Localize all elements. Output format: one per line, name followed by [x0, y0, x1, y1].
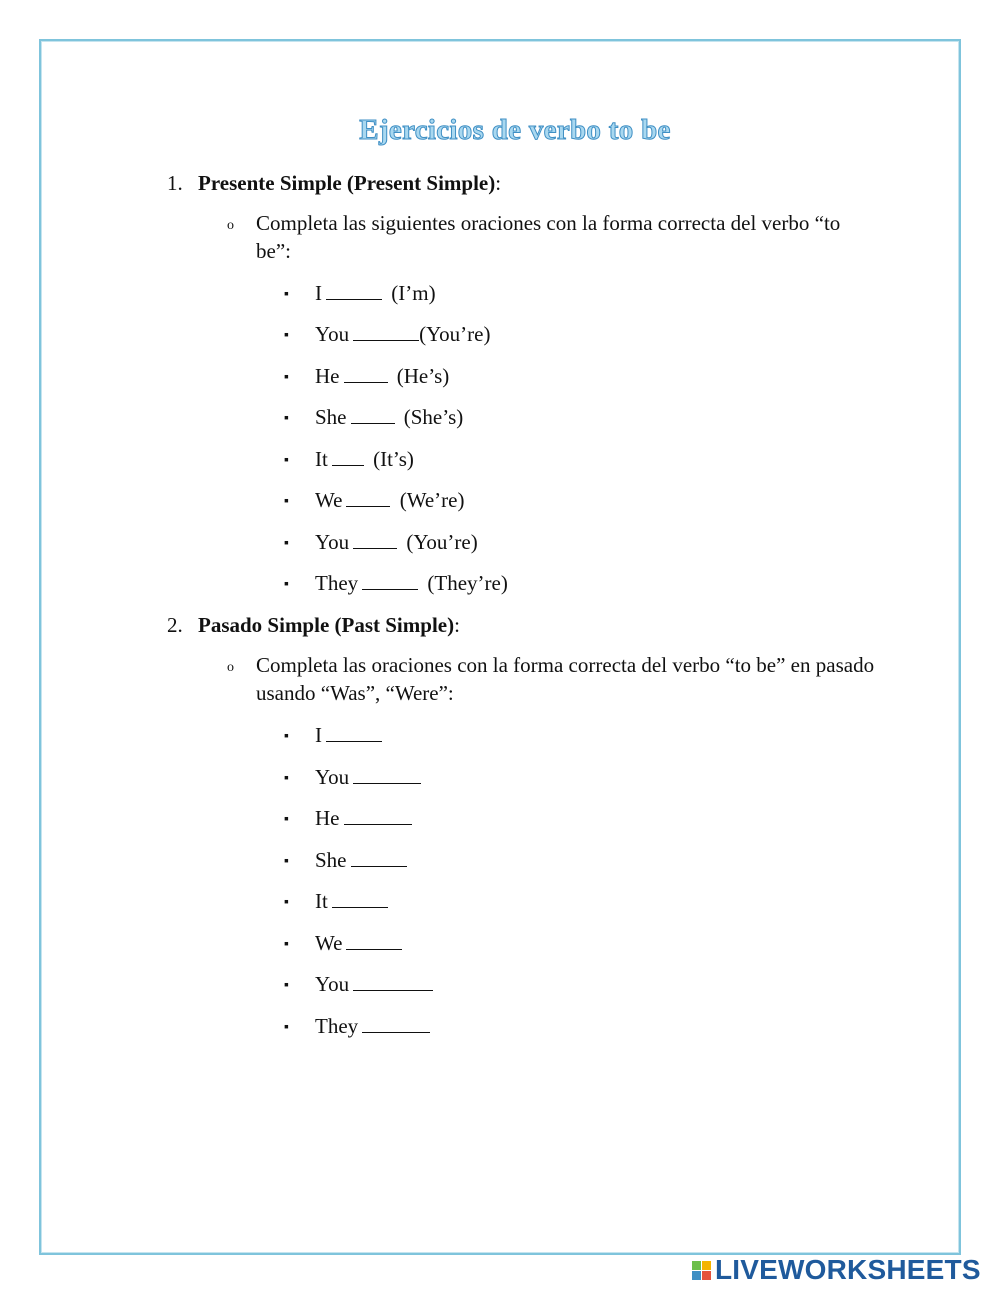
hint: (He’s)	[396, 364, 450, 388]
answer-blank[interactable]	[351, 848, 407, 867]
square-bullet-icon: ▪	[284, 812, 289, 827]
pronoun: You	[315, 765, 350, 789]
pronoun: They	[315, 1014, 359, 1038]
exercise-item	[315, 970, 437, 998]
section-heading-text: Presente Simple (Present Simple)	[198, 171, 496, 195]
pronoun: He	[315, 806, 340, 830]
exercise-item	[315, 1012, 434, 1040]
logo-tile	[702, 1261, 711, 1270]
pronoun: She	[315, 848, 347, 872]
hint: (I’m)	[391, 281, 436, 305]
answer-blank[interactable]	[351, 405, 395, 424]
circle-bullet-icon: o	[227, 218, 234, 233]
square-bullet-icon: ▪	[284, 895, 289, 910]
square-bullet-icon: ▪	[284, 411, 289, 426]
exercise-item	[315, 804, 416, 832]
pronoun: It	[315, 889, 328, 913]
hint: (They’re)	[427, 571, 508, 595]
hint: (You’re)	[419, 322, 491, 346]
section-heading	[198, 611, 460, 639]
section-heading-colon: :	[454, 613, 460, 637]
answer-blank[interactable]	[353, 765, 421, 784]
square-bullet-icon: ▪	[284, 370, 289, 385]
section-heading-colon: :	[495, 171, 502, 195]
exercise-item	[315, 929, 406, 957]
exercise-item	[315, 486, 464, 514]
pronoun: She	[315, 405, 347, 429]
answer-blank[interactable]	[362, 571, 418, 590]
answer-blank[interactable]	[332, 889, 388, 908]
answer-blank[interactable]	[353, 972, 433, 991]
exercise-item	[315, 528, 478, 556]
answer-blank[interactable]	[353, 322, 419, 341]
answer-blank[interactable]	[344, 806, 412, 825]
square-bullet-icon: ▪	[284, 729, 289, 744]
answer-blank[interactable]	[346, 488, 390, 507]
answer-blank[interactable]	[326, 723, 382, 742]
exercise-item	[315, 763, 425, 791]
square-bullet-icon: ▪	[284, 771, 289, 786]
pronoun: You	[315, 530, 350, 554]
square-bullet-icon: ▪	[284, 494, 289, 509]
pronoun: You	[315, 972, 350, 996]
section-instruction: Completa las siguientes oraciones con la forma correcta del verbo “to be”:	[256, 211, 841, 263]
pronoun: It	[315, 447, 328, 471]
square-bullet-icon: ▪	[284, 937, 289, 952]
answer-blank[interactable]	[346, 931, 402, 950]
exercise-item	[315, 403, 463, 431]
logo-tile	[692, 1271, 701, 1280]
logo-tile	[692, 1261, 701, 1270]
exercise-item	[315, 569, 508, 597]
square-bullet-icon: ▪	[284, 854, 289, 869]
square-bullet-icon: ▪	[284, 287, 289, 302]
liveworksheets-logo[interactable]	[692, 1254, 981, 1286]
section-heading	[198, 169, 501, 197]
exercise-item	[315, 320, 490, 348]
section-instruction: Completa las oraciones con la forma correcta del verbo “to be” en pasado usando “Was”, “Were”:	[256, 653, 875, 705]
answer-blank[interactable]	[326, 281, 382, 300]
pronoun: You	[315, 322, 350, 346]
square-bullet-icon: ▪	[284, 577, 289, 592]
circle-bullet-icon: o	[227, 660, 234, 675]
hint: (It’s)	[373, 447, 414, 471]
section-number: 2.	[167, 613, 183, 637]
square-bullet-icon: ▪	[284, 536, 289, 551]
answer-blank[interactable]	[344, 364, 388, 383]
square-bullet-icon: ▪	[284, 978, 289, 993]
pronoun: I	[315, 723, 322, 747]
logo-mark-icon	[692, 1261, 711, 1280]
pronoun: I	[315, 281, 322, 305]
square-bullet-icon: ▪	[284, 1020, 289, 1035]
exercise-item	[315, 887, 392, 915]
answer-blank[interactable]	[332, 447, 364, 466]
square-bullet-icon: ▪	[284, 328, 289, 343]
worksheet-title: Ejercicios de verbo to be	[359, 114, 671, 146]
hint: (We’re)	[399, 488, 465, 512]
answer-blank[interactable]	[353, 530, 397, 549]
hint: (You’re)	[406, 530, 478, 554]
pronoun: We	[315, 488, 343, 512]
pronoun: We	[315, 931, 343, 955]
answer-blank[interactable]	[362, 1014, 430, 1033]
logo-tile	[702, 1271, 711, 1280]
square-bullet-icon: ▪	[284, 453, 289, 468]
pronoun: They	[315, 571, 359, 595]
exercise-item	[315, 279, 436, 307]
pronoun: He	[315, 364, 340, 388]
section-number: 1.	[167, 171, 183, 195]
exercise-item	[315, 846, 411, 874]
section-heading-text: Pasado Simple (Past Simple)	[198, 613, 455, 637]
hint: (She’s)	[403, 405, 464, 429]
exercise-item	[315, 721, 386, 749]
exercise-item	[315, 445, 414, 473]
exercise-item	[315, 362, 449, 390]
logo-text: LIVEWORKSHEETS	[715, 1254, 981, 1285]
